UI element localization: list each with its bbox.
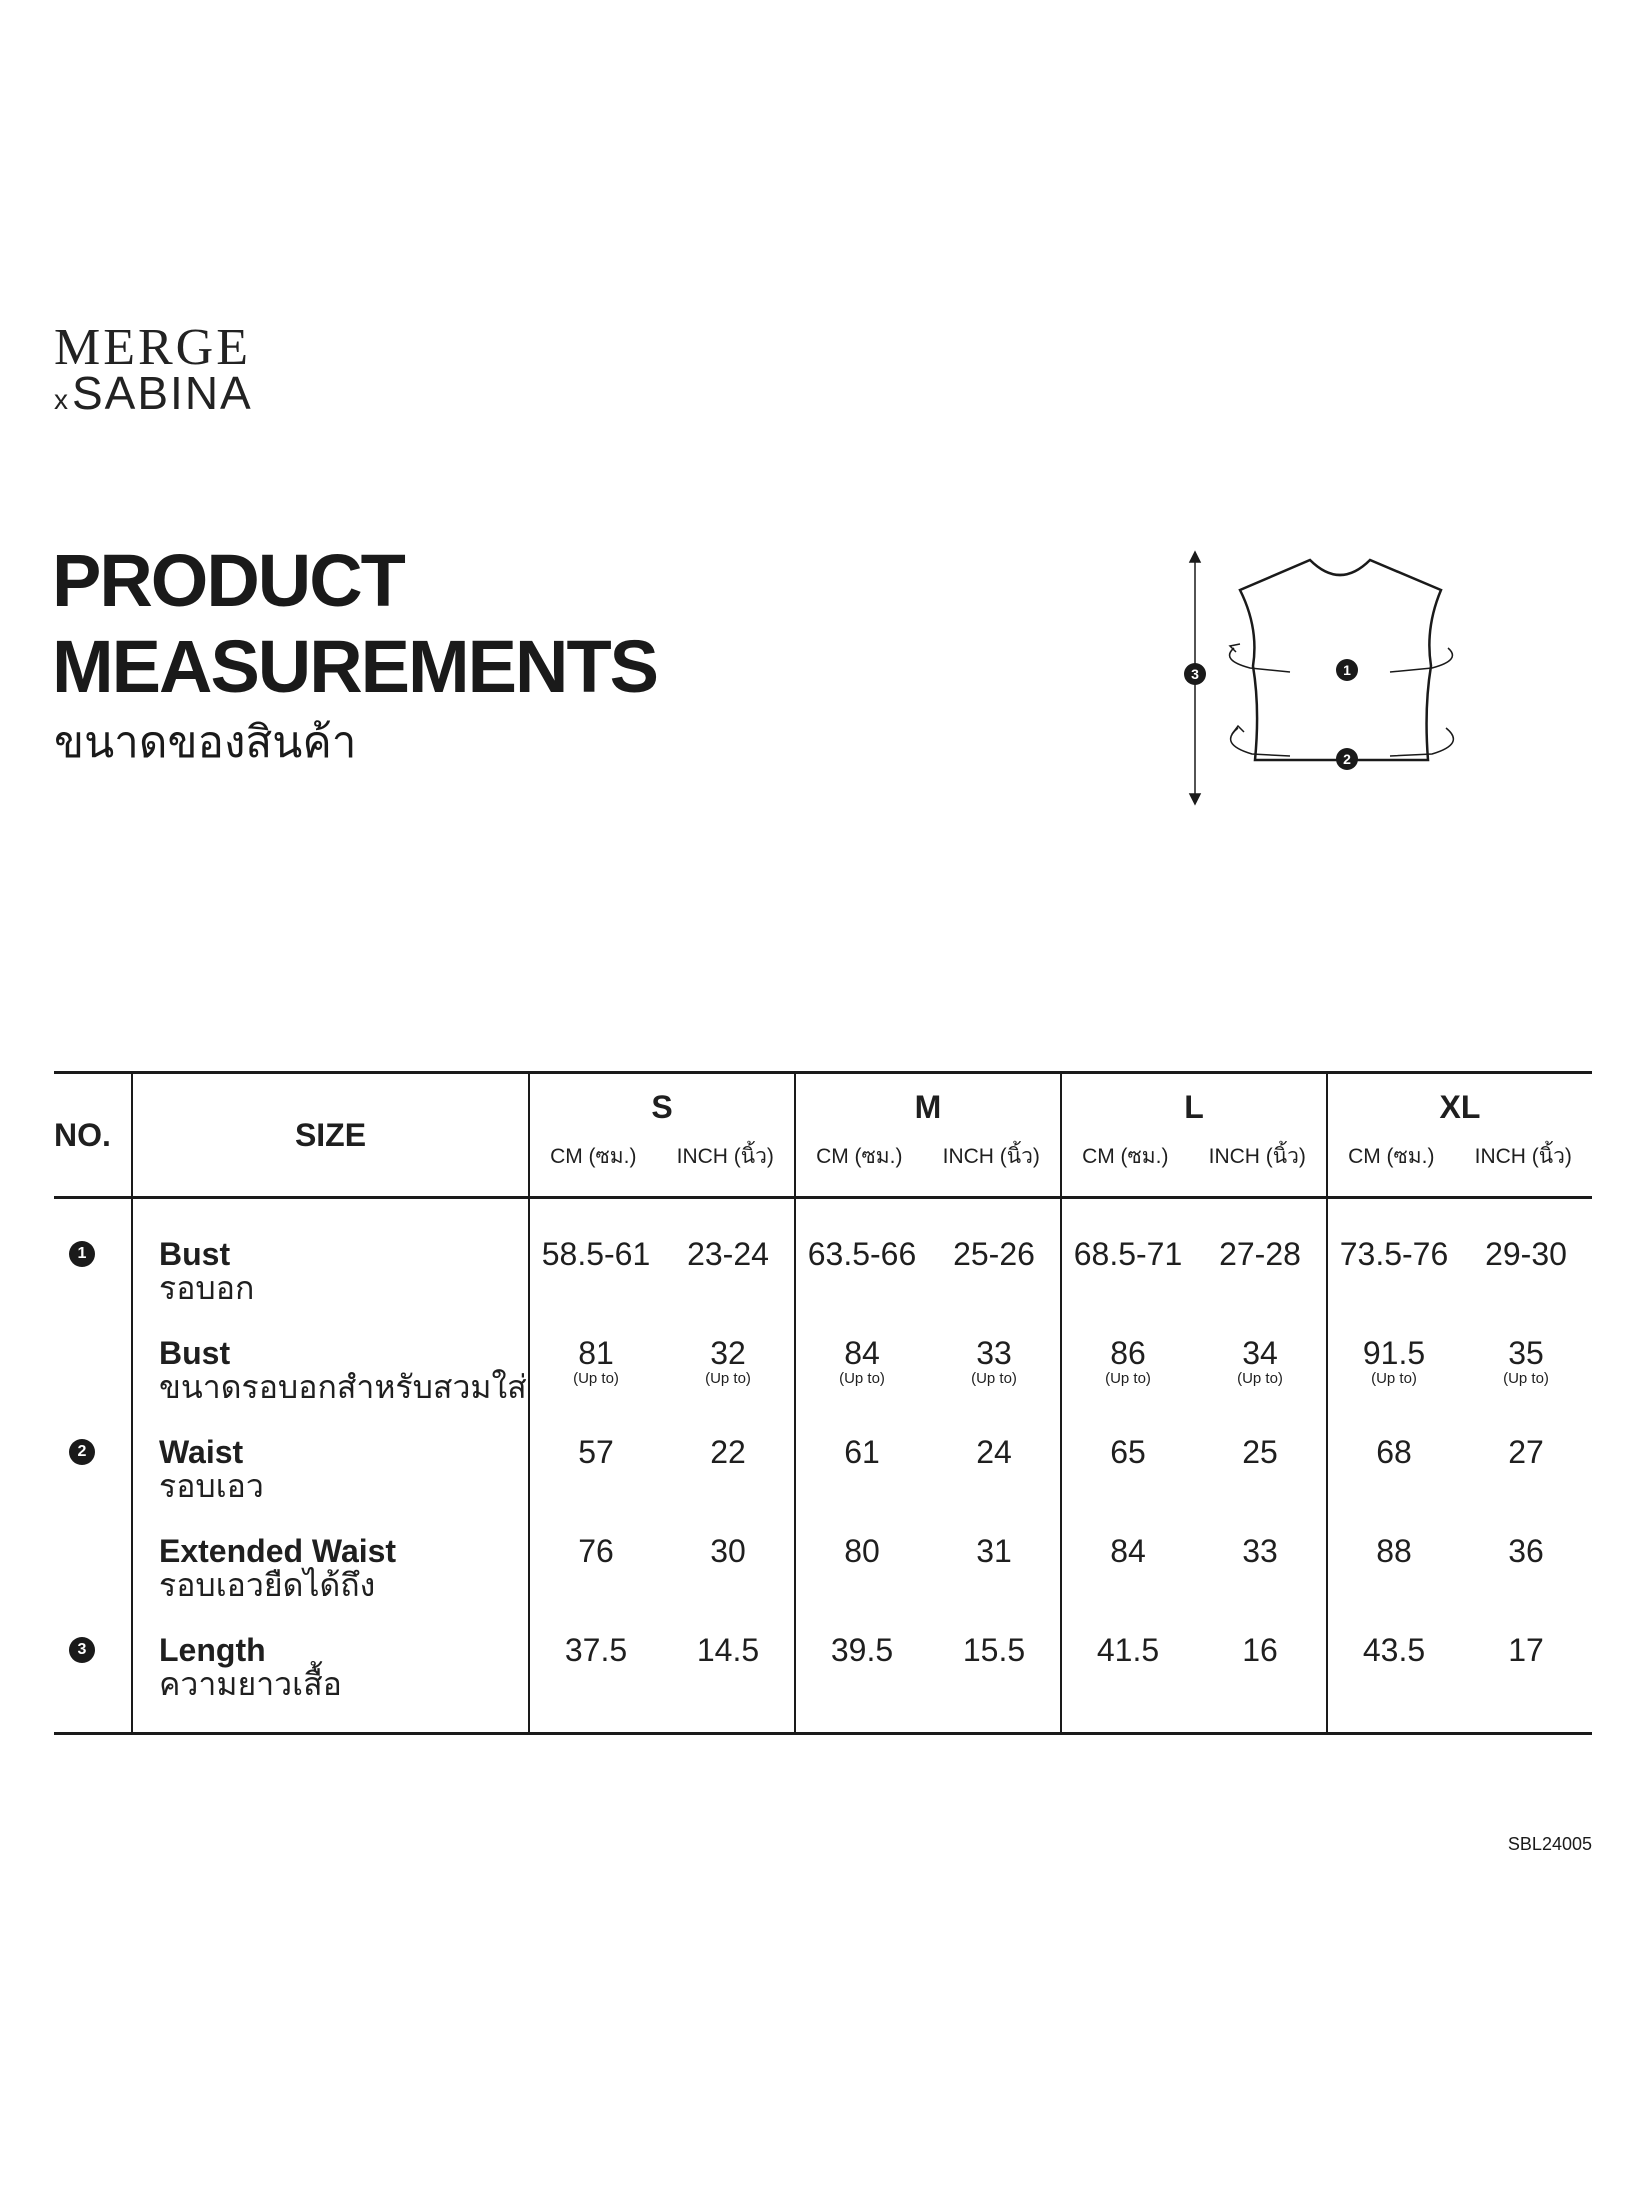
unit-cm: CM (ซม.) <box>1348 1145 1435 1168</box>
cm-value: 80 <box>844 1533 880 1569</box>
size-chart-table <box>54 1071 1592 1735</box>
row-name-th: ขนาดรอบอกสำหรับสวมใส่ <box>159 1369 527 1405</box>
inch-value: 29-30 <box>1485 1236 1567 1272</box>
upto-note: (Up to) <box>1371 1370 1417 1387</box>
inch-value: 25 <box>1242 1434 1278 1470</box>
page-title-line2: MEASUREMENTS <box>52 625 658 708</box>
marker-2-icon <box>1336 748 1358 770</box>
unit-cm: CM (ซม.) <box>550 1145 637 1168</box>
unit-inch: INCH (นิ้ว) <box>942 1145 1040 1168</box>
inch-value: 33 <box>1242 1533 1278 1569</box>
row-name-en: Waist <box>159 1434 244 1470</box>
marker-1-icon <box>1336 659 1358 681</box>
cm-value: 37.5 <box>564 1632 628 1668</box>
table-row-extended-waist <box>54 1534 1592 1633</box>
table-row-bust <box>54 1237 1592 1336</box>
inch-value: 22 <box>710 1434 746 1470</box>
size-header-l <box>1061 1073 1327 1198</box>
unit-inch: INCH (นิ้ว) <box>676 1145 774 1168</box>
unit-cm: CM (ซม.) <box>1082 1145 1169 1168</box>
row-number-badge: 3 <box>69 1637 95 1663</box>
cm-value: 84 <box>844 1335 880 1371</box>
cm-value: 61 <box>844 1434 880 1470</box>
page-title-line1: PRODUCT <box>52 539 404 622</box>
cm-value: 86 <box>1110 1335 1146 1371</box>
marker-3-label: 3 <box>1191 666 1199 682</box>
size-label: XL <box>1439 1089 1481 1125</box>
cm-value: 88 <box>1376 1533 1412 1569</box>
inch-value: 33 <box>976 1335 1012 1371</box>
inch-value: 34 <box>1242 1335 1278 1371</box>
inch-value: 36 <box>1508 1533 1544 1569</box>
cm-value: 91.5 <box>1362 1335 1426 1371</box>
inch-value: 23-24 <box>687 1236 769 1272</box>
inch-value: 25-26 <box>953 1236 1035 1272</box>
cm-value: 68.5-71 <box>1073 1236 1183 1272</box>
col-no-header: NO. <box>54 1073 132 1198</box>
upto-note: (Up to) <box>971 1370 1017 1387</box>
page-title <box>52 538 657 710</box>
cm-value: 84 <box>1110 1533 1146 1569</box>
garment-measurement-diagram <box>1170 548 1510 808</box>
marker-3-icon <box>1184 663 1206 685</box>
inch-value: 31 <box>976 1533 1012 1569</box>
size-header-s <box>529 1073 795 1198</box>
cm-value: 68 <box>1376 1434 1412 1470</box>
size-label: M <box>914 1089 942 1125</box>
size-label: S <box>651 1089 673 1125</box>
row-name-en: Bust <box>159 1236 231 1272</box>
inch-value: 15.5 <box>962 1632 1026 1668</box>
size-header-xl <box>1327 1073 1592 1198</box>
upto-note: (Up to) <box>839 1370 885 1387</box>
upto-note: (Up to) <box>1105 1370 1151 1387</box>
marker-1-label: 1 <box>1343 662 1351 678</box>
page-subtitle: ขนาดของสินค้า <box>54 718 357 767</box>
brand-logo-merge: MERGE <box>54 319 251 376</box>
row-number-badge: 2 <box>69 1439 95 1465</box>
inch-value: 32 <box>710 1335 746 1371</box>
inch-value: 35 <box>1508 1335 1544 1371</box>
row-name-en: Extended Waist <box>159 1533 397 1569</box>
table-header-row <box>54 1073 1592 1198</box>
row-name-th: รอบเอวยืดได้ถึง <box>159 1567 376 1603</box>
unit-cm: CM (ซม.) <box>816 1145 903 1168</box>
row-name-th: รอบอก <box>159 1270 255 1306</box>
row-name-th: รอบเอว <box>159 1468 264 1504</box>
cm-value: 81 <box>578 1335 614 1371</box>
size-label: L <box>1184 1089 1204 1125</box>
brand-logo <box>54 319 253 423</box>
col-size-header: SIZE <box>132 1073 529 1198</box>
upto-note: (Up to) <box>1237 1370 1283 1387</box>
row-name-th: ความยาวเสื้อ <box>159 1666 342 1702</box>
brand-logo-x: x <box>54 384 68 415</box>
unit-inch: INCH (นิ้ว) <box>1474 1145 1572 1168</box>
cm-value: 76 <box>578 1533 614 1569</box>
table-row-waist <box>54 1435 1592 1534</box>
cm-value: 58.5-61 <box>541 1236 651 1272</box>
inch-value: 30 <box>710 1533 746 1569</box>
cm-value: 57 <box>578 1434 614 1470</box>
cm-value: 41.5 <box>1096 1632 1160 1668</box>
brand-logo-sabina-text: SABINA <box>72 367 253 419</box>
row-name-en: Bust <box>159 1335 231 1371</box>
inch-value: 24 <box>976 1434 1012 1470</box>
upto-note: (Up to) <box>573 1370 619 1387</box>
cm-value: 65 <box>1110 1434 1146 1470</box>
table-row-length <box>54 1633 1592 1734</box>
unit-inch: INCH (นิ้ว) <box>1208 1145 1306 1168</box>
product-code: SBL24005 <box>1507 1834 1592 1854</box>
cm-value: 63.5-66 <box>807 1236 917 1272</box>
upto-note: (Up to) <box>705 1370 751 1387</box>
inch-value: 17 <box>1508 1632 1544 1668</box>
row-number-badge: 1 <box>69 1241 95 1267</box>
inch-value: 14.5 <box>696 1632 760 1668</box>
inch-value: 27 <box>1508 1434 1544 1470</box>
inch-value: 27-28 <box>1219 1236 1301 1272</box>
marker-2-label: 2 <box>1343 751 1351 767</box>
table-row-bust-wearable <box>54 1336 1592 1435</box>
size-header-m <box>795 1073 1061 1198</box>
cm-value: 73.5-76 <box>1339 1236 1449 1272</box>
inch-value: 16 <box>1242 1632 1278 1668</box>
top-garment-icon <box>1240 560 1441 760</box>
cm-value: 43.5 <box>1362 1632 1426 1668</box>
cm-value: 39.5 <box>830 1632 894 1668</box>
row-name-en: Length <box>159 1632 266 1668</box>
brand-logo-sabina <box>54 367 253 423</box>
upto-note: (Up to) <box>1503 1370 1549 1387</box>
